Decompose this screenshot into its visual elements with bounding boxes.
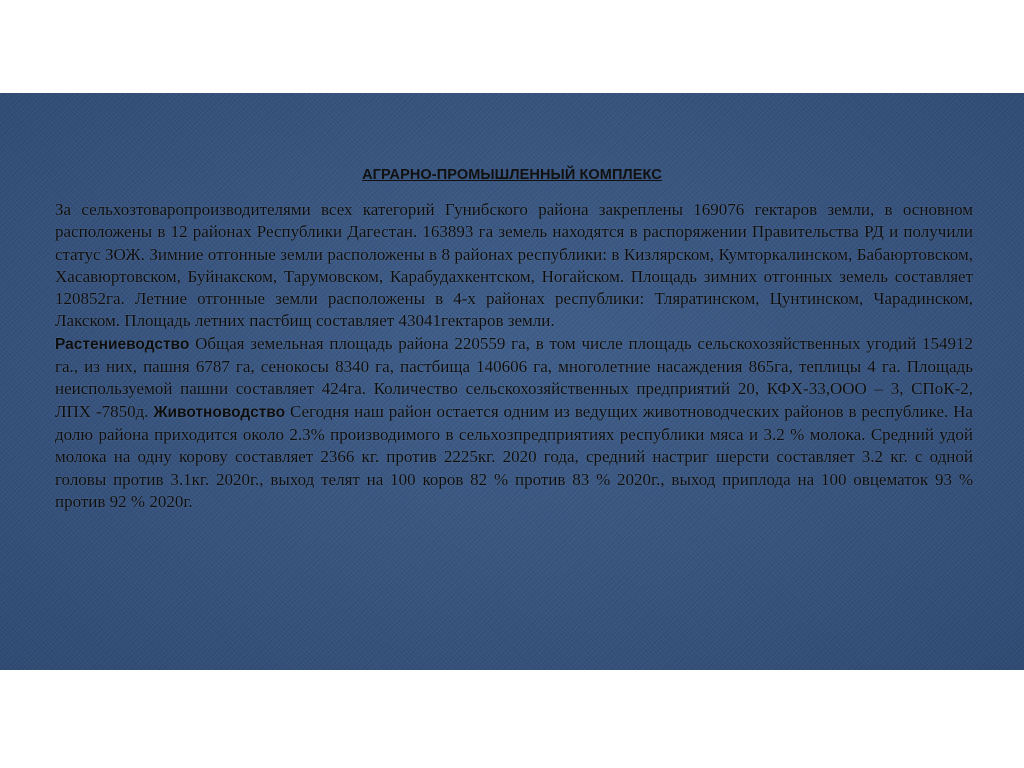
slide-title: АГРАРНО-ПРОМЫШЛЕННЫЙ КОМПЛЕКС: [362, 167, 662, 183]
crop-production-text: Общая земельная площадь района 220559 га, в том числе площадь сельскохозяйственных угодий 154912 га., из них, пашня 6787 га, сенокосы 8340 га, пастбища 140606 га, многолетние насаждения 865га, теплицы 4 га. Площадь неиспользуемой пашни составляет 424га. Количество сельскохозяйственных предприятий 20, КФХ-33,ООО – 3, СПоК-2, ЛПХ -7850д.: [55, 333, 973, 421]
land-paragraph: За сельхозтоваропроизводителями всех категорий Гунибского района закреплены 169076 гектаров земли, в основном расположены в 12 районах Республики Дагестан. 163893 га земель находятся в распоряжении Правительства РД и получили статус ЗОЖ. Зимние отгонные земли расположены в 8 районах республики: в Кизлярском, Кумторкалинском, Бабаюртовском, Хасавюртовском, Буйнакском, Тарумовском, Карабудахкентском, Ногайском. Площадь зимних отгонных земель составляет 120852га. Летние отгонные земли расположены в 4-х районах республики: Тляратинском, Цунтинском, Чарадинском, Лакском. Площадь летних пастбищ составляет 43041гектаров земли.: [55, 200, 973, 331]
agriculture-paragraph: [55, 333, 973, 513]
crop-production-label: Растениеводство: [55, 335, 190, 353]
slide-panel: [0, 93, 1024, 670]
slide-body: [55, 199, 973, 513]
livestock-text: Сегодня наш район остается одним из ведущих животноводческих районов в республике. На долю района приходится около 2.3% производимого в сельхозпредприятиях республики мяса и 3.2 % молока. Средний удой молока на одну корову составляет 2366 кг. против 2225кг. 2020 года, средний настриг шерсти составляет 3.2 кг. с одной головы против 3.1кг. 2020г., выход телят на 100 коров 82 % против 83 % 2020г., выход приплода на 100 овцематок 93 % против 92 % 2020г.: [55, 401, 973, 511]
livestock-label: Животноводство: [153, 403, 286, 421]
